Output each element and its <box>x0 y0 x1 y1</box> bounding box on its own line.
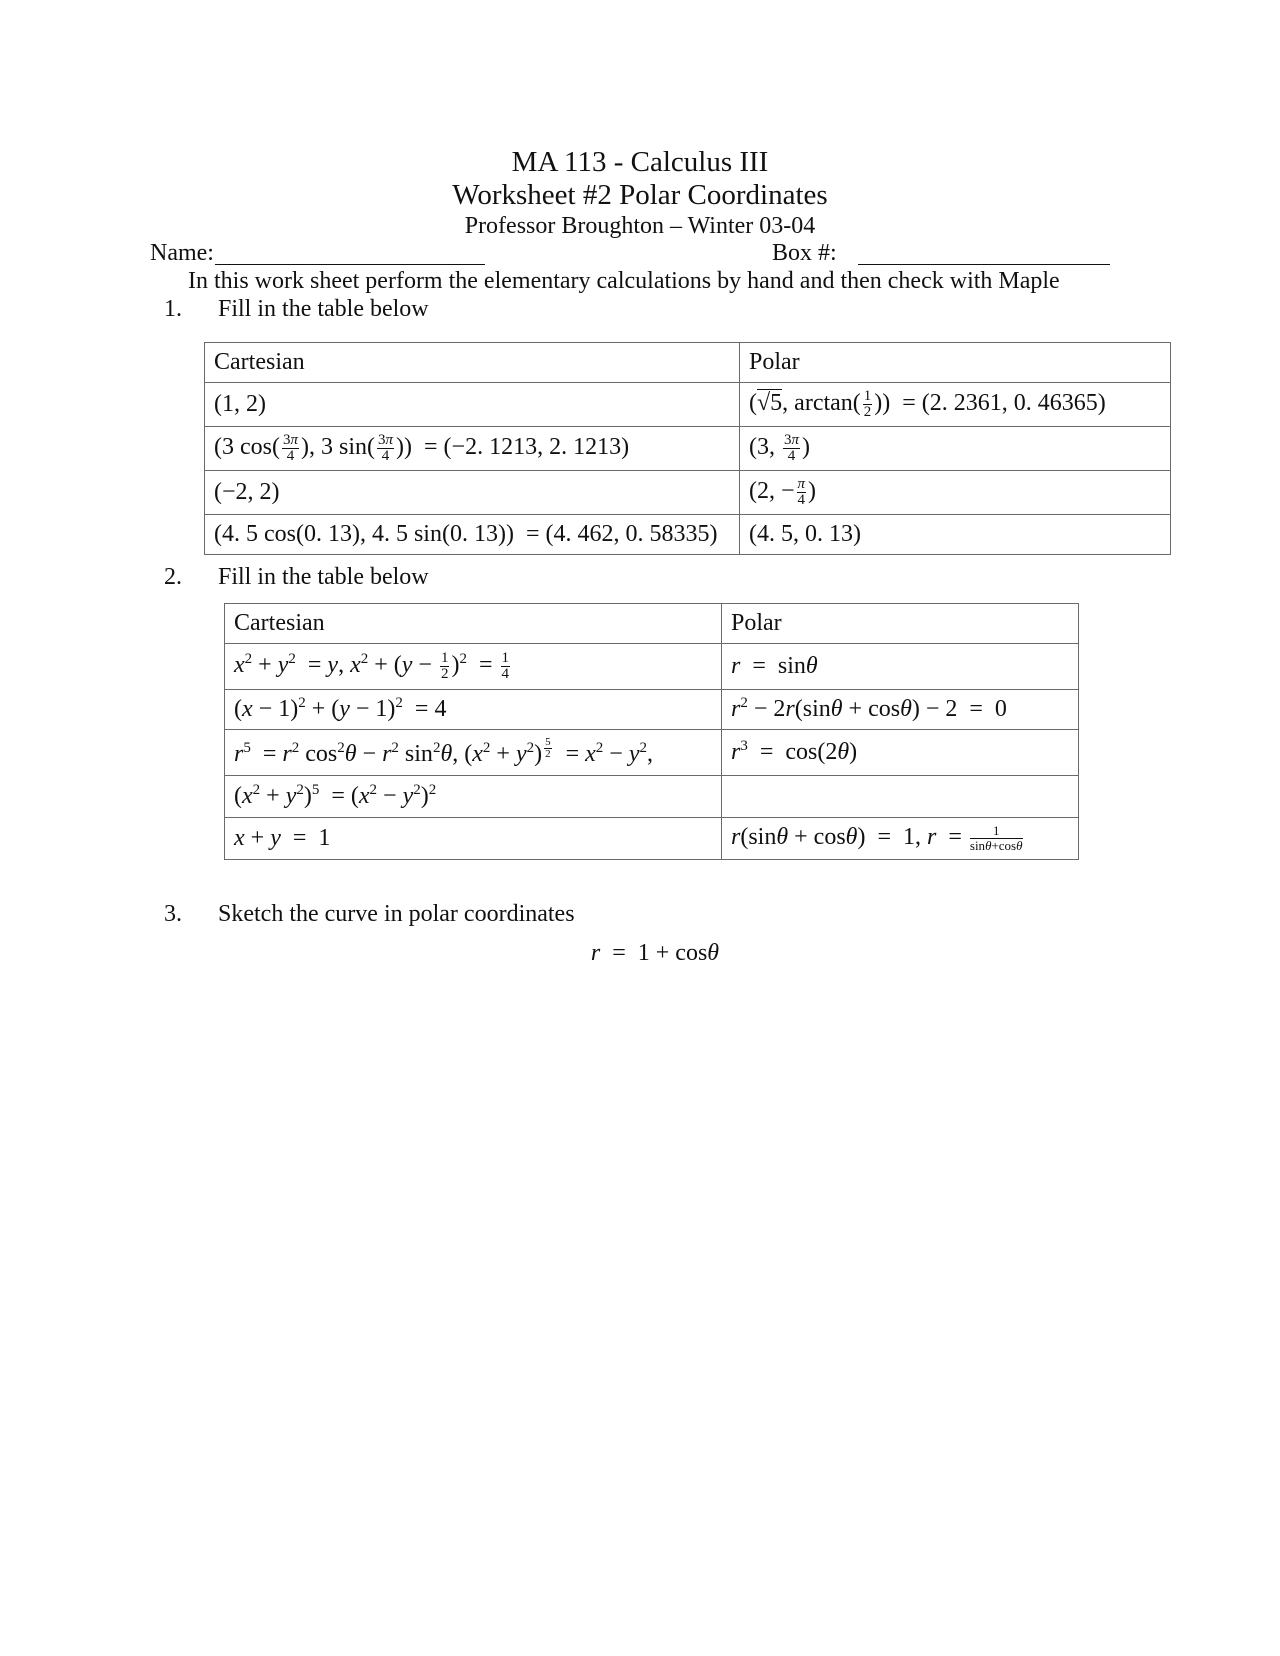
table-row <box>225 644 1079 690</box>
table-2-cartesian-4[interactable]: $(x^2 + y^2)^5 = (x^2 - y^2)^2$ <box>225 776 722 818</box>
name-field[interactable] <box>215 264 485 265</box>
table-2-cartesian-2[interactable]: $(x - 1)^2 + (y - 1)^2 = 4$ <box>225 690 722 730</box>
polar-curve-equation: r = 1 + cosθ <box>590 940 720 966</box>
table-2 <box>224 603 1079 860</box>
table-2-polar-5[interactable]: r(sinθ + cosθ) = 1, r = $\frac{1}{\sin\theta+\cos\theta}$ <box>722 818 1079 860</box>
table-2-header-cartesian: Cartesian <box>225 604 722 644</box>
table-row <box>225 818 1079 860</box>
instructions: In this work sheet perform the elementary calculations by hand and then check with Maple <box>188 268 1060 294</box>
table-2-cartesian-3[interactable]: $r^5 = r^2$ $\cos^2\theta - r^2$ $\sin^2\theta$, $(x^2 + y^2)$ $^{\frac{5}{2}}$ = $x^2 - y^2$, <box>225 730 722 776</box>
box-label: Box #: <box>772 240 837 266</box>
question-1-text: Fill in the table below <box>218 296 429 322</box>
table-row <box>225 690 1079 730</box>
table-1 <box>204 342 1171 555</box>
table-2-polar-2[interactable]: $r^2 - 2r(\sin\theta + \cos\theta) - 2 = 0$ <box>722 690 1079 730</box>
professor-line: Professor Broughton – Winter 03-04 <box>464 213 816 239</box>
table-1-polar-1[interactable]: (√5, arctan( $\frac{1}{2}$ )) = (2. 2361, 0. 46365) <box>740 383 1171 427</box>
table-1-cartesian-3[interactable]: (−2, 2) <box>205 471 740 515</box>
box-field[interactable] <box>858 264 1110 265</box>
table-1-polar-4[interactable]: (4. 5, 0. 13) <box>740 515 1171 555</box>
table-2-cartesian-5[interactable]: x + y = 1 <box>225 818 722 860</box>
question-1-number: 1. <box>164 296 182 322</box>
table-2-header-polar: Polar <box>722 604 1079 644</box>
question-3-number: 3. <box>164 901 182 927</box>
table-row <box>225 730 1079 776</box>
question-2-number: 2. <box>164 564 182 590</box>
table-row <box>205 427 1171 471</box>
table-1-polar-3[interactable]: (2, − $\frac{\pi}{4}$ ) <box>740 471 1171 515</box>
worksheet-title: Worksheet #2 Polar Coordinates <box>452 179 828 211</box>
table-1-cartesian-2[interactable]: (3 cos( $\frac{3\pi}{4}$ ), 3 sin( $\frac{3\pi}{4}$ )) = (−2. 1213, 2. 1213) <box>205 427 740 471</box>
table-row <box>205 471 1171 515</box>
name-label: Name: <box>150 240 214 266</box>
course-title: MA 113 - Calculus III <box>511 146 769 178</box>
table-2-polar-3[interactable]: $r^3 = \cos(2\theta)$ <box>722 730 1079 776</box>
table-2-polar-1[interactable]: r = sinθ <box>722 644 1079 690</box>
question-3-text: Sketch the curve in polar coordinates <box>218 901 575 927</box>
table-row <box>205 515 1171 555</box>
table-1-header-cartesian: Cartesian <box>205 343 740 383</box>
table-1-cartesian-4[interactable]: (4. 5 cos(0. 13), 4. 5 sin(0. 13)) = (4. 462, 0. 58335) <box>205 515 740 555</box>
table-2-cartesian-1[interactable]: $x^2 + y^2 = y$, $x^2 + (y$ − $\frac{1}{2}$ )$^2$ = $\frac{1}{4}$ <box>225 644 722 690</box>
question-2-text: Fill in the table below <box>218 564 429 590</box>
table-row <box>225 776 1079 818</box>
table-1-polar-2[interactable]: (3, $\frac{3\pi}{4}$ ) <box>740 427 1171 471</box>
table-2-polar-4[interactable] <box>722 776 1079 818</box>
table-row <box>205 383 1171 427</box>
table-1-cartesian-1[interactable]: (1, 2) <box>205 383 740 427</box>
table-1-header-polar: Polar <box>740 343 1171 383</box>
